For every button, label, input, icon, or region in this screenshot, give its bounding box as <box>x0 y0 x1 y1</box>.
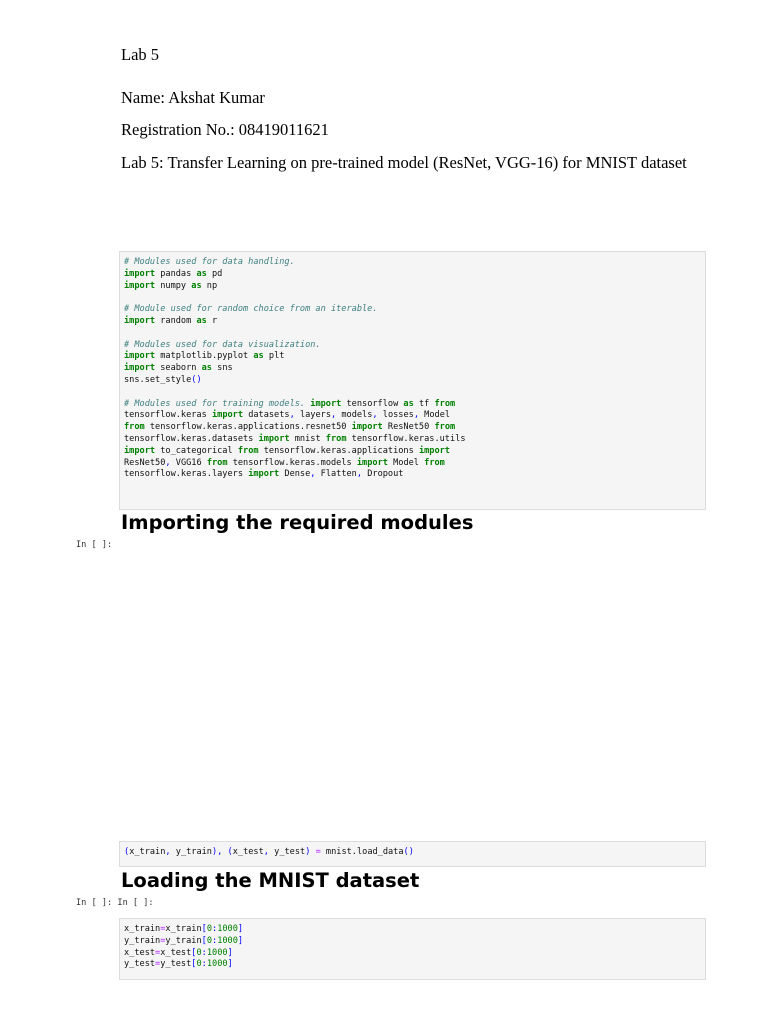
code-token: numpy <box>155 280 192 291</box>
code-keyword: as <box>201 363 212 374</box>
code-token: x_train <box>129 847 166 857</box>
code-line <box>124 387 701 399</box>
input-prompt-pair: In [ ]: In [ ]: <box>76 898 154 908</box>
code-keyword: from <box>424 457 445 468</box>
code-token: ResNet50 <box>382 422 435 433</box>
imports-code-cell[interactable] <box>119 251 706 510</box>
code-token: y_train <box>165 935 202 946</box>
code-operator: = <box>155 947 161 958</box>
code-token: tensorflow.keras.layers <box>124 469 249 480</box>
code-punctuation: , <box>263 847 269 857</box>
code-punctuation: , <box>289 410 295 421</box>
code-token: pandas <box>155 268 197 279</box>
code-token: y_test <box>160 959 192 970</box>
code-operator: = <box>160 935 166 946</box>
code-punctuation: [ <box>191 959 197 970</box>
code-keyword: as <box>191 280 202 291</box>
code-keyword: from <box>434 422 456 433</box>
code-keyword: import <box>124 351 156 362</box>
code-token: layers <box>294 410 331 421</box>
code-punctuation: , <box>356 469 363 480</box>
code-token: y_train <box>124 935 161 946</box>
code-token: x_test <box>124 947 156 958</box>
code-line <box>124 292 701 304</box>
code-token: VGG16 <box>170 457 207 468</box>
code-token: Model <box>419 410 451 421</box>
code-token: to_categorical <box>155 445 238 456</box>
code-punctuation: () <box>191 374 202 385</box>
code-token: tensorflow.keras.models <box>227 457 357 468</box>
code-number: 0 <box>196 947 202 958</box>
code-token: Dropout <box>362 469 404 480</box>
code-line <box>124 363 701 375</box>
code-punctuation: ), <box>212 847 223 857</box>
code-token: mnist <box>289 433 326 444</box>
code-line <box>124 328 701 340</box>
code-keyword: import <box>248 469 280 480</box>
code-punctuation: ) <box>305 847 311 857</box>
code-keyword: import <box>211 410 244 421</box>
code-token: r <box>206 315 218 326</box>
code-token: seaborn <box>155 363 202 374</box>
code-punctuation: , <box>165 847 171 857</box>
code-line <box>124 340 701 352</box>
code-token: Model <box>387 457 425 468</box>
code-token: mnist.load_data <box>320 847 404 857</box>
code-token: datasets <box>243 410 290 421</box>
code-token: x_train <box>124 924 161 934</box>
code-token: sns <box>211 363 233 374</box>
code-operator: = <box>160 924 166 934</box>
code-keyword: import <box>310 398 342 409</box>
code-punctuation: [ <box>201 924 207 934</box>
code-line <box>124 351 701 363</box>
code-number: 0 <box>206 924 212 934</box>
code-token: tensorflow <box>341 398 404 409</box>
code-punctuation: , <box>165 457 171 468</box>
code-keyword: import <box>124 315 156 326</box>
code-punctuation: ] <box>237 935 244 946</box>
code-token: ResNet50 <box>124 457 166 468</box>
lab-objective: Lab 5: Transfer Learning on pre-trained model (ResNet, VGG-16) for MNIST dataset <box>121 153 687 172</box>
code-token: x_train <box>165 924 202 934</box>
code-line <box>124 458 701 470</box>
code-keyword: as <box>403 398 414 409</box>
code-keyword: from <box>124 422 145 433</box>
code-token: tensorflow.keras <box>124 410 212 421</box>
code-line <box>124 446 701 458</box>
code-comment: # Modules used for data handling. <box>124 257 295 267</box>
code-keyword: import <box>351 422 383 433</box>
code-keyword: import <box>258 433 290 444</box>
code-token: Flatten <box>315 469 357 480</box>
code-keyword: import <box>418 445 450 456</box>
code-line <box>124 422 701 434</box>
code-keyword: as <box>196 315 207 326</box>
input-prompt: In [ ]: <box>76 540 113 550</box>
heading-importing-modules: Importing the required modules <box>121 511 474 534</box>
code-line <box>124 847 701 859</box>
code-token: y_test <box>268 847 306 857</box>
code-punctuation: : <box>201 947 207 958</box>
code-punctuation: , <box>310 469 316 480</box>
code-keyword: import <box>356 457 388 468</box>
code-line <box>124 469 701 481</box>
code-punctuation: () <box>403 847 414 857</box>
code-punctuation: ] <box>227 947 233 958</box>
code-line <box>124 281 701 293</box>
code-comment: # Module used for random choice from an iterable. <box>124 304 378 315</box>
code-punctuation: : <box>212 935 218 946</box>
code-token: x_test <box>160 947 192 958</box>
code-keyword: from <box>325 433 347 444</box>
code-token: random <box>155 315 197 326</box>
code-number: 1000 <box>206 947 228 958</box>
code-punctuation: : <box>212 924 218 934</box>
code-token: plt <box>263 351 285 362</box>
code-keyword: from <box>237 445 259 456</box>
code-line <box>124 304 701 316</box>
code-keyword: as <box>196 268 207 279</box>
heading-loading-mnist: Loading the MNIST dataset <box>121 869 420 892</box>
code-token: models <box>336 410 373 421</box>
code-line <box>124 410 701 422</box>
code-punctuation: ] <box>237 924 244 934</box>
code-number: 0 <box>196 959 202 970</box>
code-token: np <box>201 280 218 291</box>
code-punctuation: [ <box>201 935 207 946</box>
code-keyword: from <box>206 457 228 468</box>
code-punctuation: ] <box>227 959 233 970</box>
code-punctuation: ( <box>227 847 233 857</box>
code-punctuation: , <box>331 410 337 421</box>
code-line <box>124 434 701 446</box>
code-punctuation: , <box>413 410 419 421</box>
code-number: 1000 <box>217 935 238 946</box>
code-token: tensorflow.keras.utils <box>346 433 466 444</box>
code-token: y_test <box>124 959 156 970</box>
code-comment: # Modules used for training models. <box>124 398 306 409</box>
code-token: tensorflow.keras.applications.resnet50 <box>144 422 352 433</box>
code-token: tf <box>413 398 435 409</box>
code-keyword: import <box>124 445 156 456</box>
code-token: Dense <box>279 469 311 480</box>
code-token: y_train <box>170 847 212 857</box>
code-punctuation: ( <box>124 847 130 857</box>
code-token: matplotlib.pyplot <box>155 351 254 362</box>
code-line <box>124 924 701 936</box>
code-token: pd <box>206 268 223 279</box>
code-keyword: import <box>124 268 156 279</box>
code-line <box>124 399 701 411</box>
code-token: sns.set_style <box>124 374 192 385</box>
code-number: 1000 <box>217 924 238 934</box>
student-name: Name: Akshat Kumar <box>121 88 265 107</box>
code-keyword: import <box>124 280 156 291</box>
code-token: losses <box>377 410 414 421</box>
code-line <box>124 375 701 387</box>
code-punctuation: , <box>372 410 378 421</box>
code-line <box>124 959 701 971</box>
code-token: tensorflow.keras.datasets <box>124 433 259 444</box>
code-number: 1000 <box>206 959 228 970</box>
code-line <box>124 936 701 948</box>
code-token: x_test <box>232 847 264 857</box>
code-operator: = <box>155 959 161 970</box>
subset-code-cell[interactable] <box>119 918 706 980</box>
load-data-code-cell[interactable] <box>119 841 706 867</box>
code-comment: # Modules used for data visualization. <box>124 339 321 350</box>
code-token: tensorflow.keras.applications <box>258 445 419 456</box>
code-line <box>124 316 701 328</box>
code-line <box>124 257 701 269</box>
code-punctuation: : <box>201 959 207 970</box>
code-keyword: as <box>253 351 264 362</box>
code-punctuation: [ <box>191 947 197 958</box>
code-operator: = <box>315 847 321 857</box>
lab-title: Lab 5 <box>121 45 160 64</box>
registration-number: Registration No.: 08419011621 <box>121 120 329 139</box>
code-keyword: import <box>124 363 156 374</box>
code-line <box>124 948 701 960</box>
code-number: 0 <box>206 935 212 946</box>
code-line <box>124 269 701 281</box>
code-keyword: from <box>434 398 456 409</box>
